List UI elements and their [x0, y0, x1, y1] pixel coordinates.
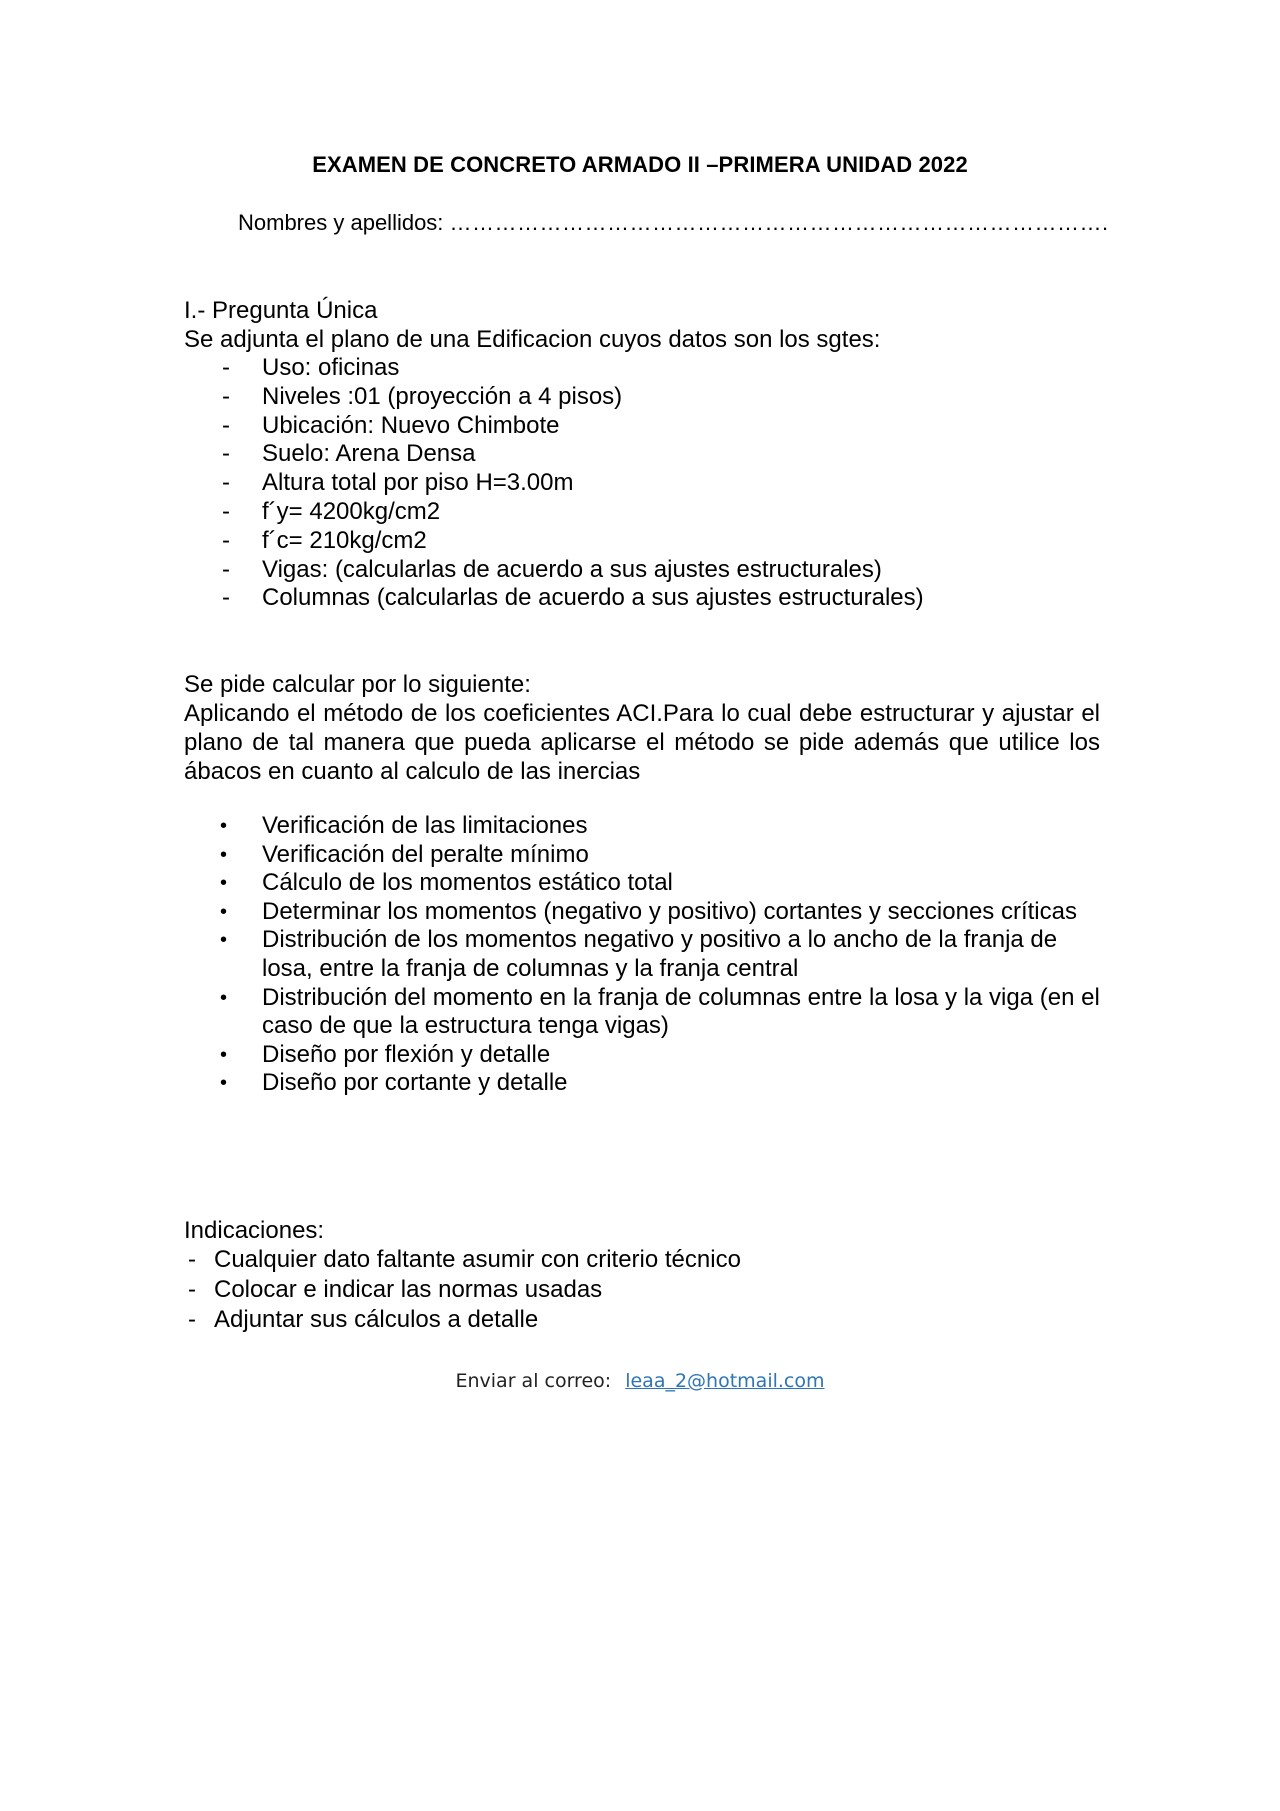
bullet-marker: •: [220, 986, 228, 1009]
list-item-text: f´c= 210kg/cm2: [262, 526, 427, 554]
ask-paragraph: Aplicando el método de los coeficientes ACI.Para lo cual debe estructurar y ajustar el plano de tal manera que pueda aplicarse el método se pide además que utilice los ábacos en cuanto al calculo de las inercias: [184, 700, 1100, 785]
names-line: [238, 210, 1109, 236]
list-item-text: Cualquier dato faltante asumir con criterio técnico: [214, 1246, 741, 1273]
list-item-text: Adjuntar sus cálculos a detalle: [214, 1306, 539, 1333]
dash-marker: -: [222, 555, 230, 583]
list-item: [184, 1245, 741, 1275]
dash-marker: -: [222, 354, 230, 381]
bullet-marker: •: [220, 1072, 228, 1095]
dash-marker: -: [222, 382, 230, 410]
bullet-marker: •: [220, 900, 228, 923]
list-item-text: Cálculo de los momentos estático total: [262, 869, 673, 897]
list-item-text: Diseño por flexión y detalle: [262, 1040, 551, 1068]
indications-title: Indicaciones:: [184, 1217, 325, 1244]
list-item-text: Suelo: Arena Densa: [262, 440, 476, 468]
list-item: [184, 354, 924, 383]
dash-marker: -: [188, 1306, 196, 1333]
list-item: [184, 1275, 741, 1305]
list-item-text: Columnas (calcularlas de acuerdo a sus ajustes estructurales): [262, 584, 924, 612]
list-item: [184, 841, 1104, 870]
list-item: [184, 527, 924, 556]
list-item-text: Ubicación: Nuevo Chimbote: [262, 411, 560, 439]
bullet-marker: •: [220, 872, 228, 895]
question-intro: Se adjunta el plano de una Edificacion cuyos datos son los sgtes:: [184, 326, 881, 353]
list-item: [184, 412, 924, 441]
list-item: [184, 898, 1104, 927]
list-item: [184, 984, 1104, 1041]
dash-marker: -: [188, 1246, 196, 1273]
names-label: Nombres y apellidos:: [238, 210, 450, 235]
list-item: [184, 383, 924, 412]
list-item: [184, 812, 1104, 841]
dash-marker: -: [222, 440, 230, 468]
list-item-text: Diseño por cortante y detalle: [262, 1069, 568, 1097]
list-item-text: Vigas: (calcularlas de acuerdo a sus ajustes estructurales): [262, 555, 882, 583]
dash-marker: -: [222, 411, 230, 439]
list-item-text: Niveles :01 (proyección a 4 pisos): [262, 382, 623, 410]
ask-title: Se pide calcular por lo siguiente:: [184, 671, 531, 698]
list-item: [184, 1069, 1104, 1098]
send-label: Enviar al correo:: [455, 1370, 618, 1392]
dash-marker: -: [222, 469, 230, 497]
dash-marker: -: [222, 526, 230, 554]
email-link[interactable]: leaa_2@hotmail.com: [625, 1370, 825, 1392]
dash-marker: -: [222, 497, 230, 525]
list-item: [184, 498, 924, 527]
list-item-text: Altura total por piso H=3.00m: [262, 469, 574, 497]
list-item-text: Uso: oficinas: [262, 354, 400, 381]
list-item: [184, 440, 924, 469]
dash-marker: -: [188, 1276, 196, 1303]
bullet-marker: •: [220, 815, 228, 837]
indications-list: [184, 1245, 741, 1335]
send-line: [0, 1370, 1280, 1392]
list-item-text: Distribución del momento en la franja de columnas entre la losa y la viga (en el caso de que la estructura tenga vigas): [262, 983, 1100, 1040]
bullet-marker: •: [220, 1043, 228, 1066]
bullet-marker: •: [220, 929, 228, 952]
list-item-text: Verificación del peralte mínimo: [262, 840, 589, 868]
list-item: [184, 556, 924, 585]
building-data-list: [184, 354, 924, 613]
names-fill-dots: …………………………………………………………………………….: [449, 210, 1109, 235]
list-item-text: Colocar e indicar las normas usadas: [214, 1276, 603, 1303]
exam-title: EXAMEN DE CONCRETO ARMADO II –PRIMERA UNIDAD 2022: [312, 152, 968, 177]
question-title: I.- Pregunta Única: [184, 297, 378, 324]
tasks-list: [184, 812, 1104, 1098]
list-item: [184, 926, 1104, 983]
list-item: [184, 869, 1104, 898]
list-item: [184, 1305, 741, 1335]
list-item: [184, 584, 924, 613]
list-item-text: Determinar los momentos (negativo y positivo) cortantes y secciones críticas: [262, 897, 1077, 925]
list-item: [184, 1041, 1104, 1070]
dash-marker: -: [222, 584, 230, 612]
list-item-text: Distribución de los momentos negativo y positivo a lo ancho de la franja de losa, entre la franja de columnas y la franja central: [262, 926, 1058, 982]
list-item-text: Verificación de las limitaciones: [262, 812, 588, 839]
list-item: [184, 469, 924, 498]
bullet-marker: •: [220, 843, 228, 866]
list-item-text: f´y= 4200kg/cm2: [262, 497, 441, 525]
